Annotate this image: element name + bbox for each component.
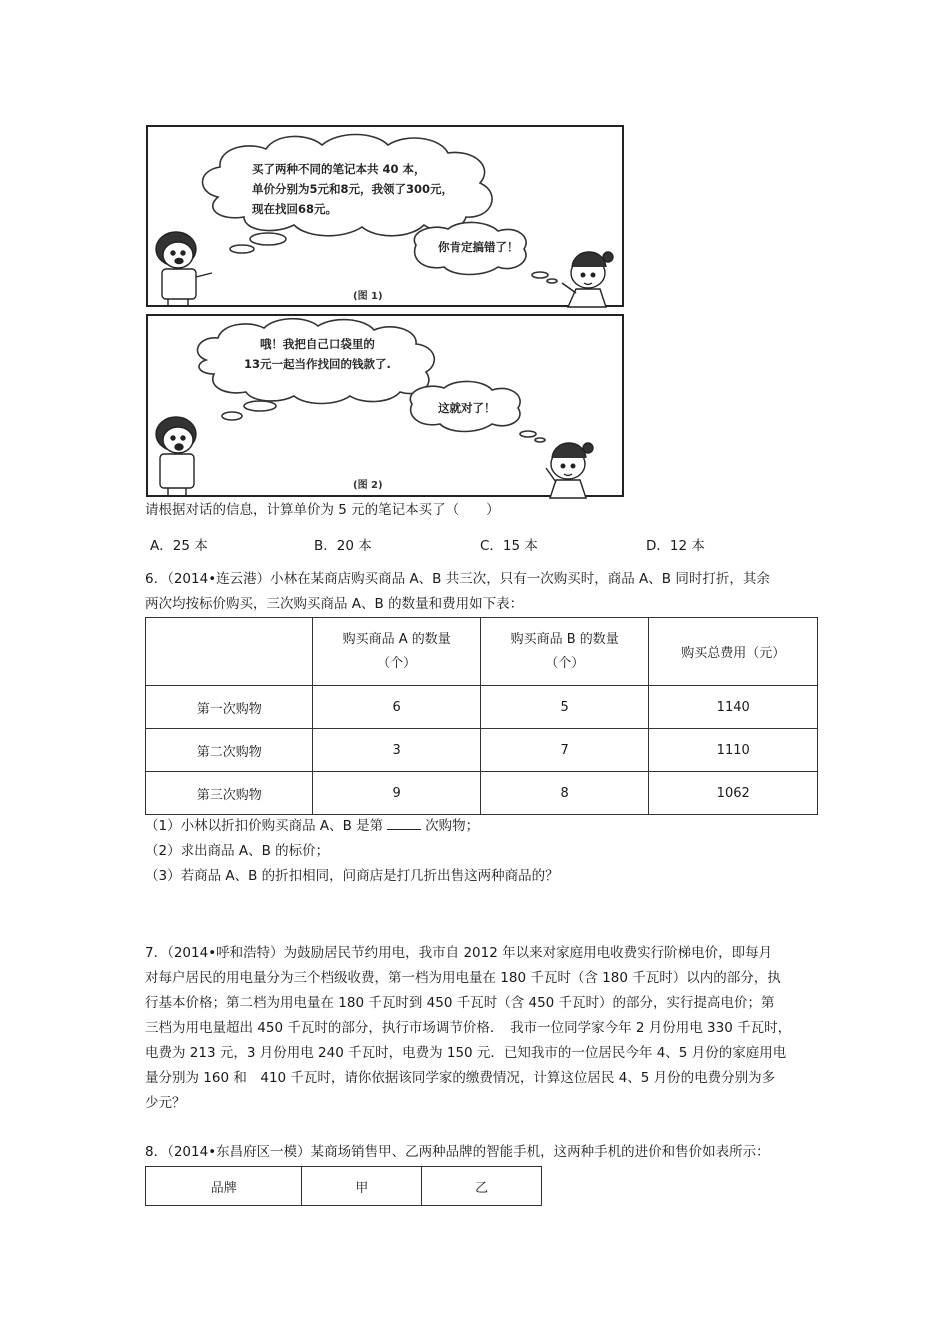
table-cell: 8 (480, 772, 649, 815)
answer-blank (387, 815, 421, 830)
boy-figure-2 (156, 417, 196, 496)
header-label: 购买商品 B 的数量 (510, 631, 619, 647)
q6-table (145, 617, 818, 815)
table-cell: 6 (313, 686, 481, 729)
table-cell: 5 (480, 686, 649, 729)
header-unit: （个） (377, 655, 417, 671)
table-cell: 7 (480, 729, 649, 772)
table-cell: 3 (313, 729, 481, 772)
table-header-cell (480, 618, 649, 686)
header-label: 购买商品 A 的数量 (342, 631, 451, 647)
q8-table (145, 1166, 542, 1206)
table-header-cell: 乙 (422, 1167, 542, 1206)
table-header-cell: 品牌 (146, 1167, 302, 1206)
q5-option-a: A．25 本 (150, 538, 208, 554)
q5-option-b: B．20 本 (314, 538, 372, 554)
q7-line-1: 7．（2014•呼和浩特）为鼓励居民节约用电，我市自 2012 年以来对家庭用电收费实行阶梯电价，即每月 (145, 945, 773, 961)
panel-caption-2: (图 2) (353, 480, 383, 491)
table-cell: 1062 (649, 772, 818, 815)
speech-line: 买了两种不同的笔记本共 40 本， (252, 162, 426, 176)
q5-prompt: 请根据对话的信息，计算单价为 5 元的笔记本买了（ ） (145, 502, 500, 518)
q7-line-4: 三档为用电量超出 450 千瓦时的部分，执行市场调节价格． 我市一位同学家今年 2 月份用电 330 千瓦时， (145, 1020, 792, 1036)
q6-line-2: 两次均按标价购买，三次购买商品 A、B 的数量和费用如下表： (145, 596, 524, 612)
q6-sub-1 (145, 814, 479, 838)
girl-figure-1 (562, 252, 613, 307)
table-header-cell (146, 618, 313, 686)
speech-line: 13元一起当作找回的钱款了. (244, 357, 391, 371)
speech-line: 现在找回68元。 (252, 202, 338, 216)
speech-line: 单价分别为5元和8元，我领了300元， (252, 182, 454, 196)
table-cell: 第三次购物 (146, 772, 313, 815)
comic-panel-1 (146, 125, 624, 307)
table-cell: 1140 (649, 686, 818, 729)
panel-caption-1: (图 1) (353, 291, 383, 302)
speech-line: 哦！我把自己口袋里的 (259, 337, 375, 351)
q8-line: 8．（2014•东昌府区一模）某商场销售甲、乙两种品牌的智能手机，这两种手机的进价和售价如表所示： (145, 1144, 770, 1160)
table-row (146, 686, 818, 729)
table-cell: 第二次购物 (146, 729, 313, 772)
boy-speech-1 (252, 159, 453, 219)
table-cell: 9 (313, 772, 481, 815)
girl-speech-2: 这就对了！ (438, 401, 496, 415)
boy-figure-1 (156, 232, 212, 307)
table-header-cell: 甲 (302, 1167, 422, 1206)
header-unit: （个） (545, 655, 585, 671)
q6-line-1: 6．（2014•连云港）小林在某商店购买商品 A、B 共三次，只有一次购买时，商品 A、B 同时打折，其余 (145, 571, 770, 587)
boy-speech-2 (244, 334, 391, 374)
table-header-cell: 购买总费用（元） (649, 618, 818, 686)
table-row (146, 729, 818, 772)
table-header-cell (313, 618, 481, 686)
comic-panel-2 (146, 314, 624, 497)
q5-option-d: D．12 本 (646, 538, 705, 554)
q7-line-7: 少元？ (145, 1095, 186, 1111)
table-cell: 1110 (649, 729, 818, 772)
q6-sub-1-before: （1）小林以折扣价购买商品 A、B 是第 (145, 818, 384, 834)
girl-speech-1: 你肯定搞错了！ (438, 240, 519, 254)
q5-option-c: C．15 本 (480, 538, 538, 554)
q7-line-3: 行基本价格；第二档为用电量在 180 千瓦时到 450 千瓦时（含 450 千瓦时）的部分，实行提高电价；第 (145, 995, 775, 1011)
table-header-row (146, 618, 818, 686)
girl-figure-2 (546, 443, 593, 498)
q6-sub-1-after: 次购物； (425, 818, 480, 834)
q6-sub-3: （3）若商品 A、B 的折扣相同，问商店是打几折出售这两种商品的？ (145, 868, 559, 884)
q7-line-6: 量分别为 160 和 410 千瓦时，请你依据该同学家的缴费情况，计算这位居民 4、5 月份的电费分别为多 (145, 1070, 776, 1086)
table-cell: 第一次购物 (146, 686, 313, 729)
q7-line-2: 对每户居民的用电量分为三个档级收费，第一档为用电量在 180 千瓦时（含 180 千瓦时）以内的部分，执 (145, 970, 781, 986)
table-header-row (146, 1167, 542, 1206)
q6-sub-2: （2）求出商品 A、B 的标价； (145, 843, 330, 859)
q7-line-5: 电费为 213 元，3 月份用电 240 千瓦时，电费为 150 元．已知我市的一位居民今年 4、5 月份的家庭用电 (145, 1045, 787, 1061)
table-row (146, 772, 818, 815)
